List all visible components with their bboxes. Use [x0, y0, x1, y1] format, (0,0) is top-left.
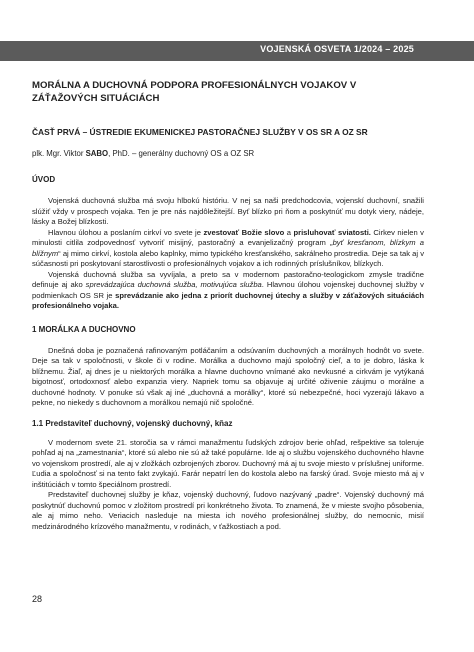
article-content: [32, 80, 424, 532]
intro-p2-f: byť kresťanom, blízkym a blížnym: [32, 238, 425, 258]
author-suffix: , PhD. – generálny duchovný OS a OZ SR: [108, 149, 255, 158]
intro-p2-b: zvestovať Božie slovo: [203, 227, 285, 237]
section1-paragraph-1: Dnešná doba je poznačená rafinovaným potláčaním a odsúvaním duchovných a morálnych hodnôt vo svete. Deje sa tak v spoločnosti, v škole či v rodine. Morálka a duchovno majú spoločný cieľ, a to je dobro, láska k blížnemu. Žiaľ, aj dnes je u niektorých morálka a hlavne duchovno vnímané ako nevkusné a cirkvám je vytýkaná bigotnosť, ortodoxnosť alebo expanzia viery. Napriek tomu sa objavuje aj určité oživenie záujmu o morálne a duchovné hodnoty. V ponuke sú však aj iné „duchovná a morálky“, ktoré sú nebezpečné, hoci vyzerajú lákavo a pekne, no niekedy s duchovnom a morálkou nemajú nič spoločné.: [32, 345, 424, 407]
intro-p2-a: Hlavnou úlohou a poslaním cirkví vo svete je: [48, 227, 204, 237]
article-part: ČASŤ PRVÁ – ÚSTREDIE EKUMENICKEJ PASTORAČNEJ SLUŽBY V OS SR A OZ SR: [32, 127, 368, 137]
author-name: SABO: [85, 149, 109, 158]
section11-paragraph-1: V modernom svete 21. storočia sa v rámci manažmentu ľudských zdrojov berie ohľad, rešpektive sa toleruje pohľad aj na „zamestnania“, ktoré sú alebo nie sú až také populárne. Ide aj o službu vojenského duchovného hlavne vo vojenskom prostredí, ale aj v zložkách ozbrojených zborov. Duchovný má aj tu svoje miesto v príslušnej uniforme. Ľudia a spoločnosť si na tento fakt zvykajú. Farár nepatrí len do kostola alebo na farský úrad. Svoje miesto má aj v inštitúciách v tomto špeciálnom prostredí.: [32, 437, 424, 489]
journal-header: VOJENSKÁ OSVETA 1/2024 – 2025: [260, 44, 414, 54]
article-title: MORÁLNA A DUCHOVNÁ PODPORA PROFESIONÁLNYCH VOJAKOV V ZÁŤAŽOVÝCH SITUÁCIÁCH: [32, 80, 357, 104]
author-prefix: plk. Mgr. Viktor: [32, 149, 86, 158]
section-heading-1: 1 MORÁLKA A DUCHOVNO: [32, 324, 136, 334]
intro-p2-g: “ aj mimo cirkví, kostola alebo kaplnky, mimo typického kresťanského, sakrálneho prostredia. Deje sa tak aj v súčasnosti pri poskytovaní starostlivosti o profesionálnych vojakov a ich rodinných príslušníkov, blízkych.: [32, 248, 424, 268]
intro-paragraph-1: Vojenská duchovná služba má svoju hlbokú históriu. V nej sa naši predchodcovia, vojenskí duchovní, snažili slúžiť vždy v prospech vojaka. Ten je pre nás najdôležitejší. Byť blízko pri ňom a poskytnúť mu dotyk viery, nádeje, lásky a Božej blízkosti.: [32, 196, 424, 226]
intro-p3-c: . Hlavnou úlohou vojenskej duchovnej služby v podmienkach OS SR je: [32, 280, 424, 300]
page-number: 28: [32, 594, 43, 604]
intro-paragraph-2: [32, 228, 424, 270]
intro-paragraph-3: [32, 270, 424, 312]
intro-p2-c: a: [284, 227, 294, 237]
subsection-heading-1-1: 1.1 Predstaviteľ duchovný, vojenský duchovný, kňaz: [32, 418, 233, 428]
article-author: [32, 149, 424, 158]
intro-p3-d: sprevádzanie ako jedna z priorít duchovnej útechy a služby v záťažových situáciách profesionálneho vojaka.: [32, 290, 424, 310]
section-heading-intro: ÚVOD: [32, 175, 56, 184]
intro-p3-a: Vojenská duchovná služba sa vyvíjala, a preto sa v modernom pastoračno-teologickom zmysle tradične definuje aj ako: [32, 269, 424, 289]
intro-p2-e: Cirkev nielen v minulosti citlila zodpovednosť vytvoriť misijný, pastoračný a evanjelizačný program „: [32, 227, 424, 247]
intro-p2-d: prisluhovať sviatosti.: [293, 227, 371, 237]
section11-paragraph-2: Predstaviteľ duchovnej služby je kňaz, vojenský duchovný, ľudovo nazývaný „padre“. Vojenský duchovný má poskytnúť duchovnú pomoc v zložitom prostredí pri konkrétneho života. To znamená, že v mieste svojho pôsobenia, ale aj mimo neho. Veriacich nasleduje na miesta ich nového profesionálnej služby, do nemocnic, misií medzinárodného krízového manažmentu, v rodinách, v ťažkostiach a pod.: [32, 490, 424, 531]
intro-p3-b: sprevádzajúca duchovná služba, motivujúca služba: [85, 280, 262, 289]
